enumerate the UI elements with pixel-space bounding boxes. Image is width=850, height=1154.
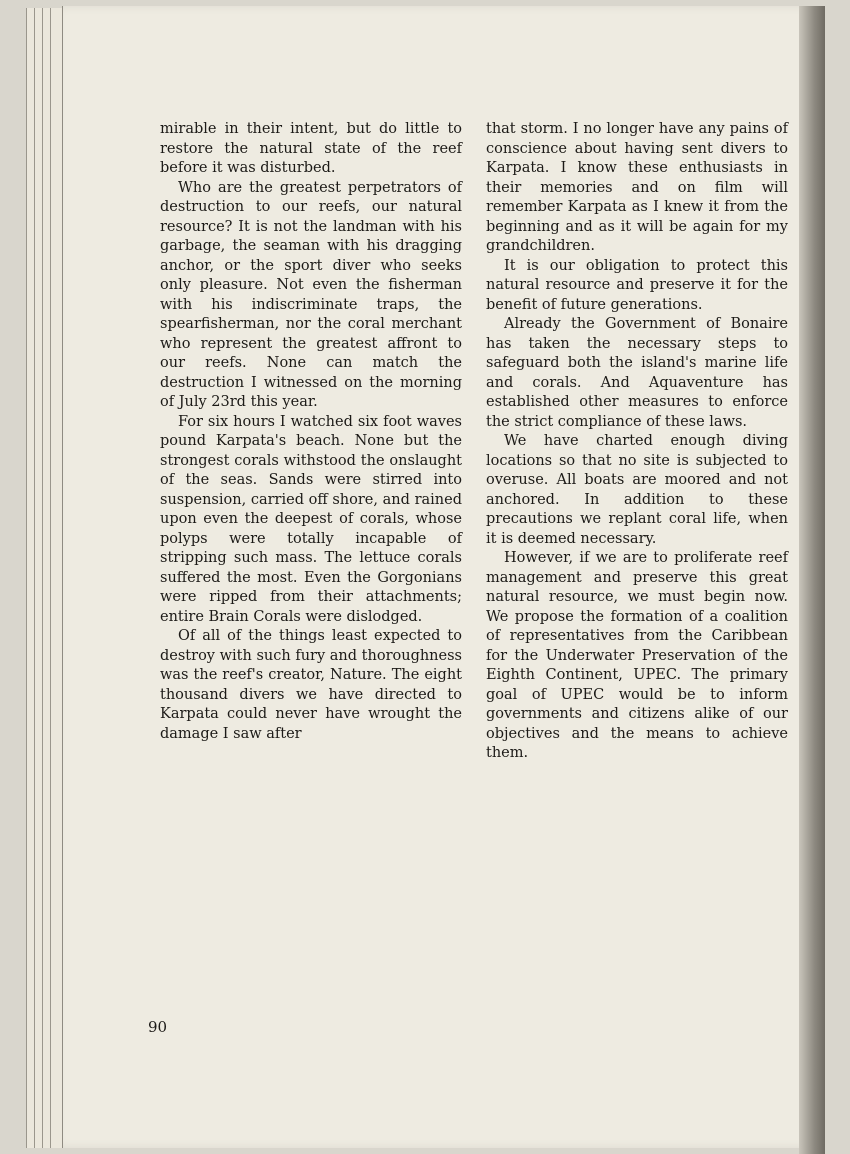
page-number: 90 xyxy=(148,1018,168,1036)
right-text-column xyxy=(486,120,788,764)
paragraph: However, if we are to proliferate reef management and preserve this great natural resource, we must begin now. We propose the formation of a coalition of representatives from the Caribbean for the Underwater Preservation of the Eighth Continent, UPEC. The primary goal of UPEC would be to inform governments and citizens alike of our objectives and the means to achieve them. xyxy=(486,550,788,761)
paragraph: It is our obligation to protect this natural resource and preserve it for the benefit of future generations. xyxy=(486,257,788,313)
paragraph: Already the Government of Bonaire has taken the necessary steps to safeguard both the island's marine life and corals. And Aquaventure has established other measures to enforce the strict compliance of these laws. xyxy=(486,316,788,430)
book-gutter xyxy=(799,6,825,1154)
paragraph: Who are the greatest perpetrators of destruction to our reefs, our natural resource? It is not the landman with his garbage, the seaman with his dragging anchor, or the sport diver who seeks only pleasure. Not even the fisherman with his indiscriminate traps, the spearfisherman, nor the coral merchant who represent the greatest affront to our reefs. None can match the destruction I witnessed on the morning of July 23rd this year. xyxy=(160,179,462,410)
paragraph: Of all of the things least expected to destroy with such fury and thoroughness was the reef's creator, Nature. The eight thousand divers we have directed to Karpata could never have wrought the damage I saw after xyxy=(160,628,462,742)
paragraph: We have charted enough diving locations so that no site is subjected to overuse. All boats are moored and not anchored. In addition to these precautions we replant coral life, when it is deemed necessary. xyxy=(486,433,788,547)
paragraph: mirable in their intent, but do little to restore the natural state of the reef before it was disturbed. xyxy=(160,121,462,176)
left-text-column xyxy=(160,120,462,744)
paragraph: For six hours I watched six foot waves pound Karpata's beach. None but the strongest corals withstood the onslaught of the seas. Sands were stirred into suspension, carried off shore, and rained upon even the deepest of corals, whose polyps were totally incapable of stripping such mass. The lettuce corals suffered the most. Even the Gorgonians were ripped from their attachments; entire Brain Corals were dislodged. xyxy=(160,413,462,625)
paragraph: that storm. I no longer have any pains of conscience about having sent divers to Karpata. I know these enthusiasts in their memories and on film will remember Karpata as I knew it from the beginning and as it will be again for my grandchildren. xyxy=(486,121,788,254)
